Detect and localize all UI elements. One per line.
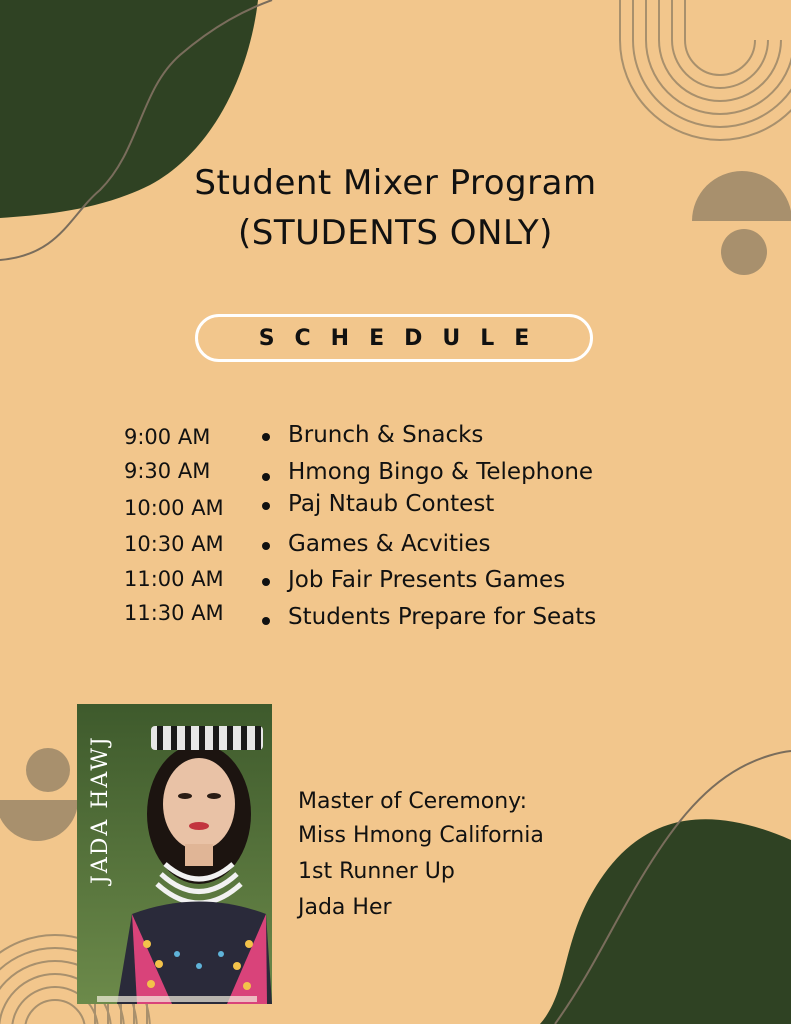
bullet-icon xyxy=(262,617,270,625)
schedule-item: Hmong Bingo & Telephone xyxy=(288,459,594,485)
bullet-icon xyxy=(262,473,270,481)
mc-heading: Master of Ceremony: xyxy=(298,789,527,814)
schedule-time: 9:00 AM xyxy=(124,425,211,449)
page-title: Student Mixer Program xyxy=(194,163,597,203)
schedule-row xyxy=(0,567,791,599)
bottom-right-green-blob xyxy=(540,819,791,1024)
schedule-row xyxy=(0,491,791,523)
page-subtitle: (STUDENTS ONLY) xyxy=(238,213,553,253)
bullet-icon xyxy=(262,578,270,586)
bullet-icon xyxy=(262,502,270,510)
mc-name: Jada Her xyxy=(298,895,392,920)
schedule-row xyxy=(0,422,791,454)
schedule-item: Brunch & Snacks xyxy=(288,422,484,448)
schedule-time: 10:30 AM xyxy=(124,532,224,556)
schedule-item: Students Prepare for Seats xyxy=(288,604,597,630)
schedule-time: 10:00 AM xyxy=(124,496,224,520)
schedule-item: Paj Ntaub Contest xyxy=(288,491,495,517)
schedule-row xyxy=(0,531,791,563)
bullet-icon xyxy=(262,433,270,441)
left-small-circle xyxy=(26,748,70,792)
mc-rank-line: 1st Runner Up xyxy=(298,859,455,884)
schedule-row xyxy=(0,601,791,636)
top-right-arc-pattern xyxy=(620,0,791,140)
schedule-row xyxy=(0,459,791,491)
mc-title-line: Miss Hmong California xyxy=(298,823,544,848)
photo-name-overlay: JADA HAWJ xyxy=(88,735,113,885)
schedule-time: 11:30 AM xyxy=(124,601,224,625)
bullet-icon xyxy=(262,542,270,550)
left-half-circle-full xyxy=(0,800,78,841)
schedule-time: 11:00 AM xyxy=(124,567,224,591)
schedule-heading-label: SCHEDULE xyxy=(258,325,550,351)
schedule-time: 9:30 AM xyxy=(124,459,211,483)
schedule-heading-pill xyxy=(195,314,593,362)
schedule-item: Job Fair Presents Games xyxy=(288,567,566,593)
schedule-item: Games & Acvities xyxy=(288,531,491,557)
